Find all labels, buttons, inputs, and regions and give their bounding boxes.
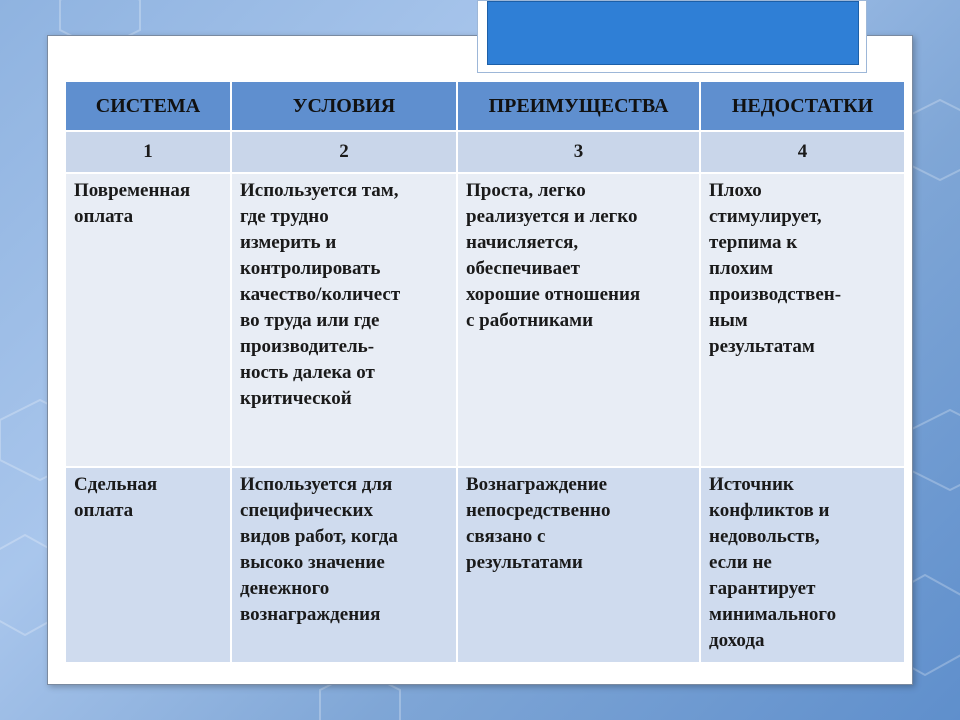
disadvantages-text: Источник конфликтов и недовольств, если не гарантирует минимального дохода [709,474,837,651]
advantages-cell [457,173,700,467]
advantages-cell [457,467,700,663]
column-number: 3 [457,131,700,173]
column-number: 4 [700,131,905,173]
disadvantages-cell [700,467,905,663]
table-row [65,173,905,467]
column-number: 1 [65,131,231,173]
header-disadvantages: НЕДОСТАТКИ [700,81,905,131]
system-name: Повременная оплата [74,180,191,227]
conditions-text: Используется для специфических видов работ, когда высоко значение денежного вознаграждения [240,474,398,625]
conditions-text: Используется там, где трудно измерить и контролировать качество/количест во труда или где производитель- ность далека от критической [240,180,401,409]
disadvantages-text: Плохо стимулирует, терпима к плохим производствен- ным результатам [709,180,842,357]
header-conditions: УСЛОВИЯ [231,81,457,131]
header-row [65,81,905,131]
advantages-text: Вознаграждение непосредственно связано с результатами [466,474,611,573]
disadvantages-cell [700,173,905,467]
header-advantages: ПРЕИМУЩЕСТВА [457,81,700,131]
column-number: 2 [231,131,457,173]
system-cell [65,467,231,663]
title-frame [477,0,867,73]
title-placeholder [487,1,859,65]
header-system: СИСТЕМА [65,81,231,131]
payment-systems-table [64,80,906,664]
system-name: Сдельная оплата [74,474,158,521]
system-cell [65,173,231,467]
conditions-cell [231,467,457,663]
column-number-row [65,131,905,173]
conditions-cell [231,173,457,467]
advantages-text: Проста, легко реализуется и легко начисляется, обеспечивает хорошие отношения с работниками [466,180,641,331]
table-row [65,467,905,663]
